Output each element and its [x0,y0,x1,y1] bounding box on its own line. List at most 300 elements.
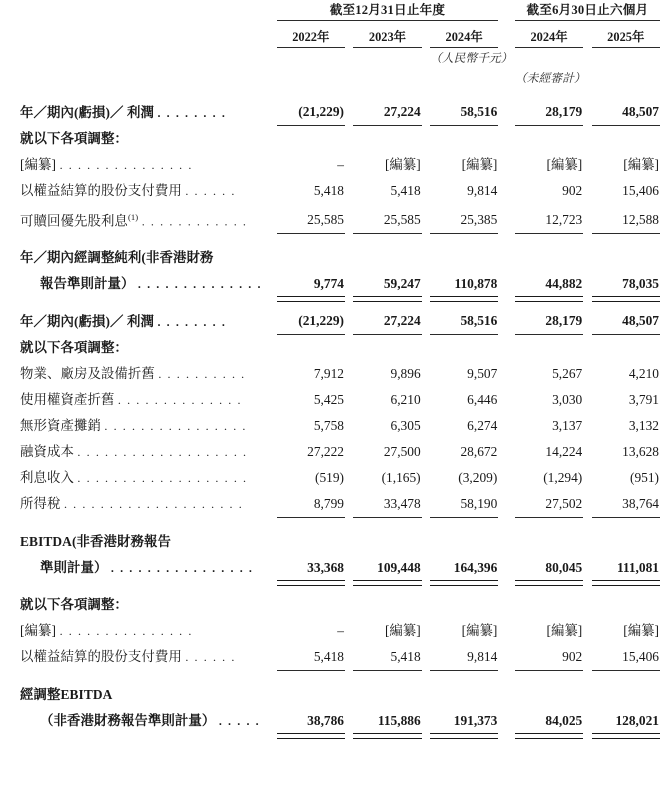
table-cell-value: 27,224 [353,308,421,335]
column-gap [583,708,591,734]
table-cell-value [353,592,421,618]
column-gap [422,439,430,465]
table-cell-value: 5,267 [552,365,583,381]
footnote-marker: (1) [127,211,139,222]
row-label [0,178,268,204]
table-cell-value: 110,878 [430,271,498,297]
table-cell-value: 6,446 [467,391,498,407]
table-row [0,682,660,708]
table-cell-value [353,126,421,152]
table-cell-value: 33,478 [353,491,421,518]
column-gap [422,245,430,271]
table-cell-value: 191,373 [430,708,498,734]
table-cell-value: 59,247 [353,271,421,297]
column-gap [422,335,430,361]
table-cell-value: 13,628 [622,443,659,459]
column-gap [345,178,353,204]
column-gap [498,245,515,271]
column-gap [268,335,276,361]
row-label-text: 年／期內(虧損)／ 利潤 [20,313,154,329]
table-row [0,99,660,126]
column-gap [268,245,276,271]
table-cell-value: 8,799 [277,491,345,518]
table-cell-value [592,335,660,361]
dot-leader: . . . . . [218,713,261,728]
row-label-text: 可贖回優先股利息 [20,212,128,228]
column-gap [583,644,591,671]
table-row [0,271,660,297]
dot-leader: . . . . . . . . . . . . . . . [59,623,193,638]
table-cell-value: (1,165) [381,469,421,485]
column-gap [422,644,430,671]
table-cell-value: 6,305 [390,417,421,433]
table-cell-value: 9,814 [430,644,498,671]
row-label-text: EBITDA(非香港財務報告 [20,533,171,549]
dot-leader: . . . . . . . . . . . . . . . . [104,418,248,433]
dot-leader: . . . . . . . . . . [158,366,246,381]
table-cell-value: 9,896 [390,365,421,381]
column-gap [268,152,276,178]
column-gap [498,618,515,644]
column-gap [345,529,353,555]
column-gap [345,387,353,413]
row-label [0,555,268,581]
column-gap [345,152,353,178]
column-gap [498,682,515,708]
table-header [0,0,660,99]
table-cell-value: 12,588 [592,204,660,234]
row-label [0,99,268,126]
table-cell-value [277,245,345,271]
row-label [0,335,268,361]
row-label [0,644,268,671]
table-cell-value: [編纂] [384,622,421,638]
table-row [0,644,660,671]
table-cell-value [277,592,345,618]
table-cell-value: 80,045 [515,555,583,581]
column-gap [345,361,353,387]
dot-leader: . . . . . . . . . . . . . . . [59,157,193,172]
row-label [0,361,268,387]
column-gap [422,152,430,178]
table-cell-value: 44,882 [515,271,583,297]
table-cell-value: 27,224 [353,99,421,126]
column-gap [583,126,591,152]
table-row [0,592,660,618]
column-gap [498,439,515,465]
table-cell-value [430,335,498,361]
table-cell-value [592,126,660,152]
row-label-text: 利息收入 [20,469,74,485]
column-gap [268,644,276,671]
column-gap [345,618,353,644]
dot-leader: . . . . . . . . . . . . . . . . . . . . [63,497,244,512]
column-gap [345,708,353,734]
table-row [0,708,660,734]
table-cell-value: 25,585 [277,204,345,234]
column-gap [268,361,276,387]
column-header-2024-fy: 2024年 [430,21,498,48]
table-row [0,465,660,491]
table-cell-value: 5,758 [313,417,344,433]
table-cell-value: [編纂] [546,156,583,172]
row-spacer [0,517,660,529]
column-gap [268,592,276,618]
table-cell-value: 38,764 [592,491,660,518]
header-corner-blank [0,0,268,20]
column-gap [583,387,591,413]
table-cell-value [353,529,421,555]
table-row [0,439,660,465]
table-cell-value [430,592,498,618]
row-label-text: 融資成本 [20,443,74,459]
column-gap [422,204,430,234]
table-cell-value: 9,774 [277,271,345,297]
table-cell-value: 4,210 [628,365,659,381]
table-cell-value [430,682,498,708]
table-cell-value: (21,229) [277,308,345,335]
column-gap [345,245,353,271]
column-gap [583,592,591,618]
column-gap [583,618,591,644]
table-cell-value [515,592,583,618]
table-cell-value: 9,507 [467,365,498,381]
table-row [0,178,660,204]
column-gap [268,682,276,708]
column-gap [345,592,353,618]
table-cell-value: 164,396 [430,555,498,581]
column-gap [583,152,591,178]
column-gap [422,491,430,518]
row-label-text: 以權益結算的股份支付費用 [20,649,182,665]
column-gap [345,308,353,335]
dot-leader: . . . . . . . . . . . . . . . . . . . [77,444,248,459]
column-gap [583,555,591,581]
column-gap [268,529,276,555]
column-gap [422,592,430,618]
table-cell-value: 5,425 [313,391,344,407]
table-cell-value: 28,179 [515,308,583,335]
row-label [0,387,268,413]
table-cell-value: 28,672 [460,443,498,459]
table-cell-value: (519) [314,469,344,485]
column-gap [268,708,276,734]
table-cell-value: – [337,622,344,638]
column-gap [345,465,353,491]
column-gap [268,308,276,335]
table-cell-value: [編纂] [546,622,583,638]
table-row [0,204,660,234]
row-spacer [0,670,660,682]
column-gap [498,529,515,555]
column-gap [498,387,515,413]
column-header-2023: 2023年 [353,21,421,48]
row-label [0,529,268,555]
table-body [0,99,660,734]
column-gap [498,152,515,178]
row-label [0,682,268,708]
currency-unit-note: （人民幣千元） [429,51,513,65]
table-row [0,335,660,361]
table-cell-value: [編纂] [623,622,659,638]
table-cell-value: (3,209) [458,469,498,485]
table-cell-value: 27,500 [383,443,421,459]
column-gap [422,555,430,581]
table-cell-value [430,529,498,555]
column-gap [268,465,276,491]
table-cell-value: (951) [629,469,659,485]
row-label-text: 無形資產攤銷 [20,417,101,433]
header-group-row [0,0,660,20]
column-gap [422,361,430,387]
table-row [0,555,660,581]
table-cell-value: 15,406 [622,182,659,198]
table-cell-value [515,335,583,361]
column-gap [422,708,430,734]
row-label-text: 所得稅 [20,496,61,512]
row-label [0,308,268,335]
column-gap [268,413,276,439]
table-row [0,126,660,152]
column-gap [268,618,276,644]
column-gap [498,555,515,581]
table-cell-value: 58,190 [430,491,498,518]
column-gap [583,529,591,555]
column-gap [583,271,591,297]
table-cell-value [277,126,345,152]
table-cell-value [592,245,660,271]
row-label-text: 經調整EBITDA [20,686,113,702]
table-cell-value: [編纂] [461,622,498,638]
column-gap [268,491,276,518]
table-cell-value: 5,418 [313,182,344,198]
column-gap [583,178,591,204]
group-header-interim: 截至6月30日止六個月 [526,3,649,17]
table-cell-value: (21,229) [277,99,345,126]
table-cell-value: 27,222 [307,443,344,459]
row-label-text: 年／期內經調整純利(非香港財務 [20,250,214,266]
dot-leader: . . . . . . [185,650,236,665]
table-cell-value [515,126,583,152]
table-cell-value: 902 [515,644,583,671]
column-gap [345,126,353,152]
column-gap [583,308,591,335]
table-row [0,308,660,335]
column-gap [583,465,591,491]
column-gap [345,682,353,708]
row-label [0,271,268,297]
table-cell-value: 58,516 [430,308,498,335]
table-cell-value: [編纂] [623,156,659,172]
row-spacer [0,234,660,246]
row-label [0,439,268,465]
row-label-text: 就以下各項調整： [20,130,128,146]
column-gap [268,555,276,581]
column-header-2025-h1: 2025年 [592,21,660,48]
column-gap [345,644,353,671]
table-cell-value [277,682,345,708]
table-cell-value [430,126,498,152]
header-year-row [0,21,660,48]
table-cell-value: 5,418 [277,644,345,671]
table-cell-value: 6,274 [467,417,498,433]
table-cell-value: 15,406 [592,644,660,671]
column-gap [422,99,430,126]
column-gap [268,126,276,152]
table-cell-value: 78,035 [592,271,660,297]
column-gap [583,491,591,518]
table-cell-value: 28,179 [515,99,583,126]
column-gap [345,271,353,297]
row-label-text: 準則計量） [40,559,108,575]
table-cell-value: 58,516 [430,99,498,126]
column-gap [345,555,353,581]
table-row [0,491,660,518]
table-cell-value: 25,585 [353,204,421,234]
table-cell-value: 3,137 [552,417,583,433]
column-gap [422,271,430,297]
dot-leader: . . . . . . . . [157,105,227,120]
column-gap [422,465,430,491]
row-label-text: 物業、廠房及設備折舊 [20,365,155,381]
group-header-years: 截至12月31日止年度 [329,3,446,17]
table-row [0,529,660,555]
table-cell-value: 48,507 [592,99,660,126]
table-cell-value: [編纂] [461,156,498,172]
table-cell-value [353,335,421,361]
column-gap [498,126,515,152]
table-cell-value [353,245,421,271]
table-cell-value [592,529,660,555]
table-cell-value [515,245,583,271]
row-label [0,708,268,734]
column-gap [268,99,276,126]
column-header-2022: 2022年 [277,21,345,48]
table-cell-value: – [337,156,344,172]
table-cell-value [277,529,345,555]
table-cell-value: 48,507 [592,308,660,335]
column-gap [422,682,430,708]
column-gap [583,335,591,361]
header-unaudited-row [0,68,660,88]
table-row [0,245,660,271]
column-gap [422,618,430,644]
column-gap [498,178,515,204]
table-row [0,413,660,439]
row-label [0,413,268,439]
table-cell-value: 14,224 [545,443,583,459]
dot-leader: . . . . . . [185,183,236,198]
column-gap [422,387,430,413]
table-row [0,361,660,387]
row-label [0,618,268,644]
table-cell-value: 6,210 [390,391,421,407]
column-gap [268,271,276,297]
row-label [0,152,268,178]
row-label-text: [編纂] [20,622,57,638]
column-gap [268,204,276,234]
table-cell-value: 3,791 [628,391,659,407]
table-cell-value: 128,021 [592,708,660,734]
row-label-text: 年／期內(虧損)／ 利潤 [20,104,154,120]
column-gap [583,439,591,465]
table-cell-value: 9,814 [467,182,498,198]
column-gap [498,361,515,387]
column-gap [498,308,515,335]
table-cell-value: 25,385 [430,204,498,234]
column-gap [498,271,515,297]
table-cell-value: 5,418 [353,644,421,671]
column-gap [345,491,353,518]
table-cell-value: 7,912 [313,365,344,381]
column-gap [498,335,515,361]
row-label-text: 就以下各項調整： [20,596,128,612]
column-gap [345,335,353,361]
header-unit-row [0,48,660,69]
row-label-text: 報告準則計量） [40,276,135,292]
table-cell-value: 12,723 [515,204,583,234]
table-cell-value [430,245,498,271]
column-gap [583,361,591,387]
dot-leader: . . . . . . . . . . . . . . [117,392,243,407]
table-cell-value [515,529,583,555]
table-cell-value: 27,502 [515,491,583,518]
column-gap [345,204,353,234]
row-label-text: 使用權資產折舊 [20,391,115,407]
table-cell-value: 115,886 [353,708,421,734]
dot-leader: . . . . . . . . . . . . [141,213,248,228]
row-label [0,592,268,618]
column-gap [498,204,515,234]
table-cell-value: [編纂] [384,156,421,172]
table-row [0,618,660,644]
table-cell-value: 111,081 [592,555,660,581]
dot-leader: . . . . . . . . . . . . . . . . [110,560,254,575]
row-label-text: 就以下各項調整： [20,339,128,355]
table-cell-value [353,682,421,708]
unaudited-note: （未經審計） [514,71,586,85]
row-label-text: 以權益結算的股份支付費用 [20,182,182,198]
column-gap [583,204,591,234]
column-gap [345,413,353,439]
table-cell-value: 5,418 [390,182,421,198]
column-gap [268,387,276,413]
table-cell-value: 902 [562,182,583,198]
column-gap [583,682,591,708]
column-gap [345,439,353,465]
dot-leader: . . . . . . . . . . . . . . . . . . . [77,470,248,485]
column-gap [345,99,353,126]
column-gap [498,491,515,518]
dot-leader: . . . . . . . . [157,314,227,329]
dot-leader: . . . . . . . . . . . . . . [137,277,263,292]
column-gap [498,708,515,734]
row-label-text: [編纂] [20,156,57,172]
column-gap [268,439,276,465]
table-cell-value [592,682,660,708]
table-cell-value: 3,030 [552,391,583,407]
column-gap [498,413,515,439]
table-cell-value: 33,368 [277,555,345,581]
column-gap [422,126,430,152]
table-cell-value: 84,025 [515,708,583,734]
table-cell-value: 38,786 [277,708,345,734]
table-row [0,387,660,413]
column-gap [422,413,430,439]
column-gap [268,178,276,204]
column-gap [498,644,515,671]
column-gap [422,529,430,555]
